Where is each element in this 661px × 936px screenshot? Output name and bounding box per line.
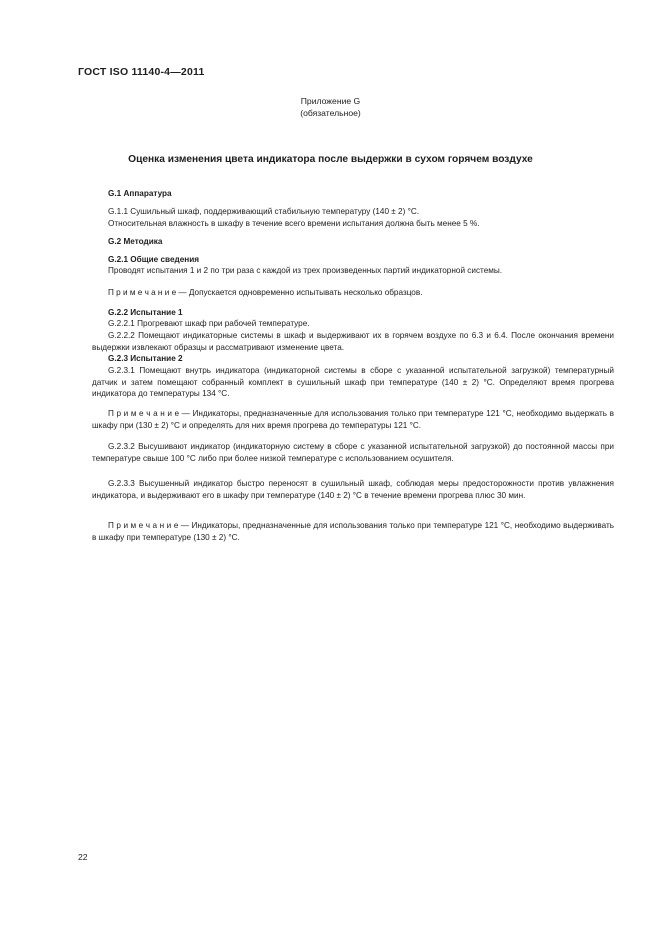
paragraph-g2-1: Проводят испытания 1 и 2 по три раза с каждой из трех произведенных партий индикаторной системы. — [108, 266, 503, 275]
note-label: П р и м е ч а н и е — [108, 288, 177, 297]
paragraph-g2-3-1: G.2.3.1 Помещают внутрь индикатора (индикаторной системы в сборе с указанной испытательной загрузкой) температурный датчик и затем помещают собранный комплект в сушильный шкаф при температуре (140 ± 2) °C. Определяют время прогрева индикатора до температуры 134 °C. — [92, 366, 614, 398]
note-2 — [92, 408, 614, 431]
note-1 — [108, 287, 422, 299]
annex-status: (обязательное) — [300, 108, 361, 118]
paragraph-g2-2-2: G.2.2.2 Помещают индикаторные системы в шкаф и выдерживают их в горячем воздухе по 6.3 и 6.4. После окончания времени выдержки извлекают образцы и рассматривают изменение цвета. — [92, 331, 614, 352]
note-label: П р и м е ч а н и е — [108, 409, 180, 418]
note-3 — [92, 520, 614, 543]
paragraph-g1-1: G.1.1 Сушильный шкаф, поддерживающий стабильную температуру (140 ± 2) °C. — [108, 207, 420, 216]
heading-g2: G.2 Методика — [108, 237, 163, 246]
note-2-text: — Индикаторы, предназначенные для использования только при температуре 121 °C, необходимо выдержать в шкафу при (130 ± 2) °C и определять для них время прогрева до температуры 121 °C. — [92, 409, 615, 430]
note-3-text: — Индикаторы, предназначенные для использования только при температуре 121 °C, необходимо выдерживать в шкафу при температуре (130 ± 2) °C. — [92, 521, 614, 542]
heading-g2-1: G.2.1 Общие сведения — [108, 255, 200, 264]
paragraph-g2-3-3: G.2.3.3 Высушенный индикатор быстро переносят в сушильный шкаф, соблюдая меры предосторожности против увлажнения индикатора, и выдерживают его в шкафу при температуре (140 ± 2) °C в течение времени прогрева плюс 30 мин. — [92, 479, 614, 500]
annex-label: Приложение G — [300, 96, 361, 106]
document-code: ГОСТ ISO 11140-4—2011 — [78, 66, 205, 78]
paragraph-g2-3-2: G.2.3.2 Высушивают индикатор (индикаторную систему в сборе с указанной испытательной загрузкой) до постоянной массы при температуре свыше 100 °C либо при более низкой температуре с использованием осушителя. — [92, 442, 614, 463]
note-label: П р и м е ч а н и е — [108, 521, 179, 530]
heading-g1: G.1 Аппаратура — [108, 189, 172, 198]
section-title: Оценка изменения цвета индикатора после выдержки в сухом горячем воздухе — [128, 154, 533, 165]
heading-g2-3: G.2.3 Испытание 2 — [108, 354, 183, 363]
page-number: 22 — [78, 852, 88, 862]
note-1-text: — Допускается одновременно испытывать несколько образцов. — [176, 288, 423, 297]
heading-g2-2: G.2.2 Испытание 1 — [108, 308, 183, 317]
paragraph-g1-humidity: Относительная влажность в шкафу в течение всего времени испытания должна быть менее 5 %. — [108, 219, 480, 228]
paragraph-g2-2-1: G.2.2.1 Прогревают шкаф при рабочей температуре. — [108, 319, 310, 328]
